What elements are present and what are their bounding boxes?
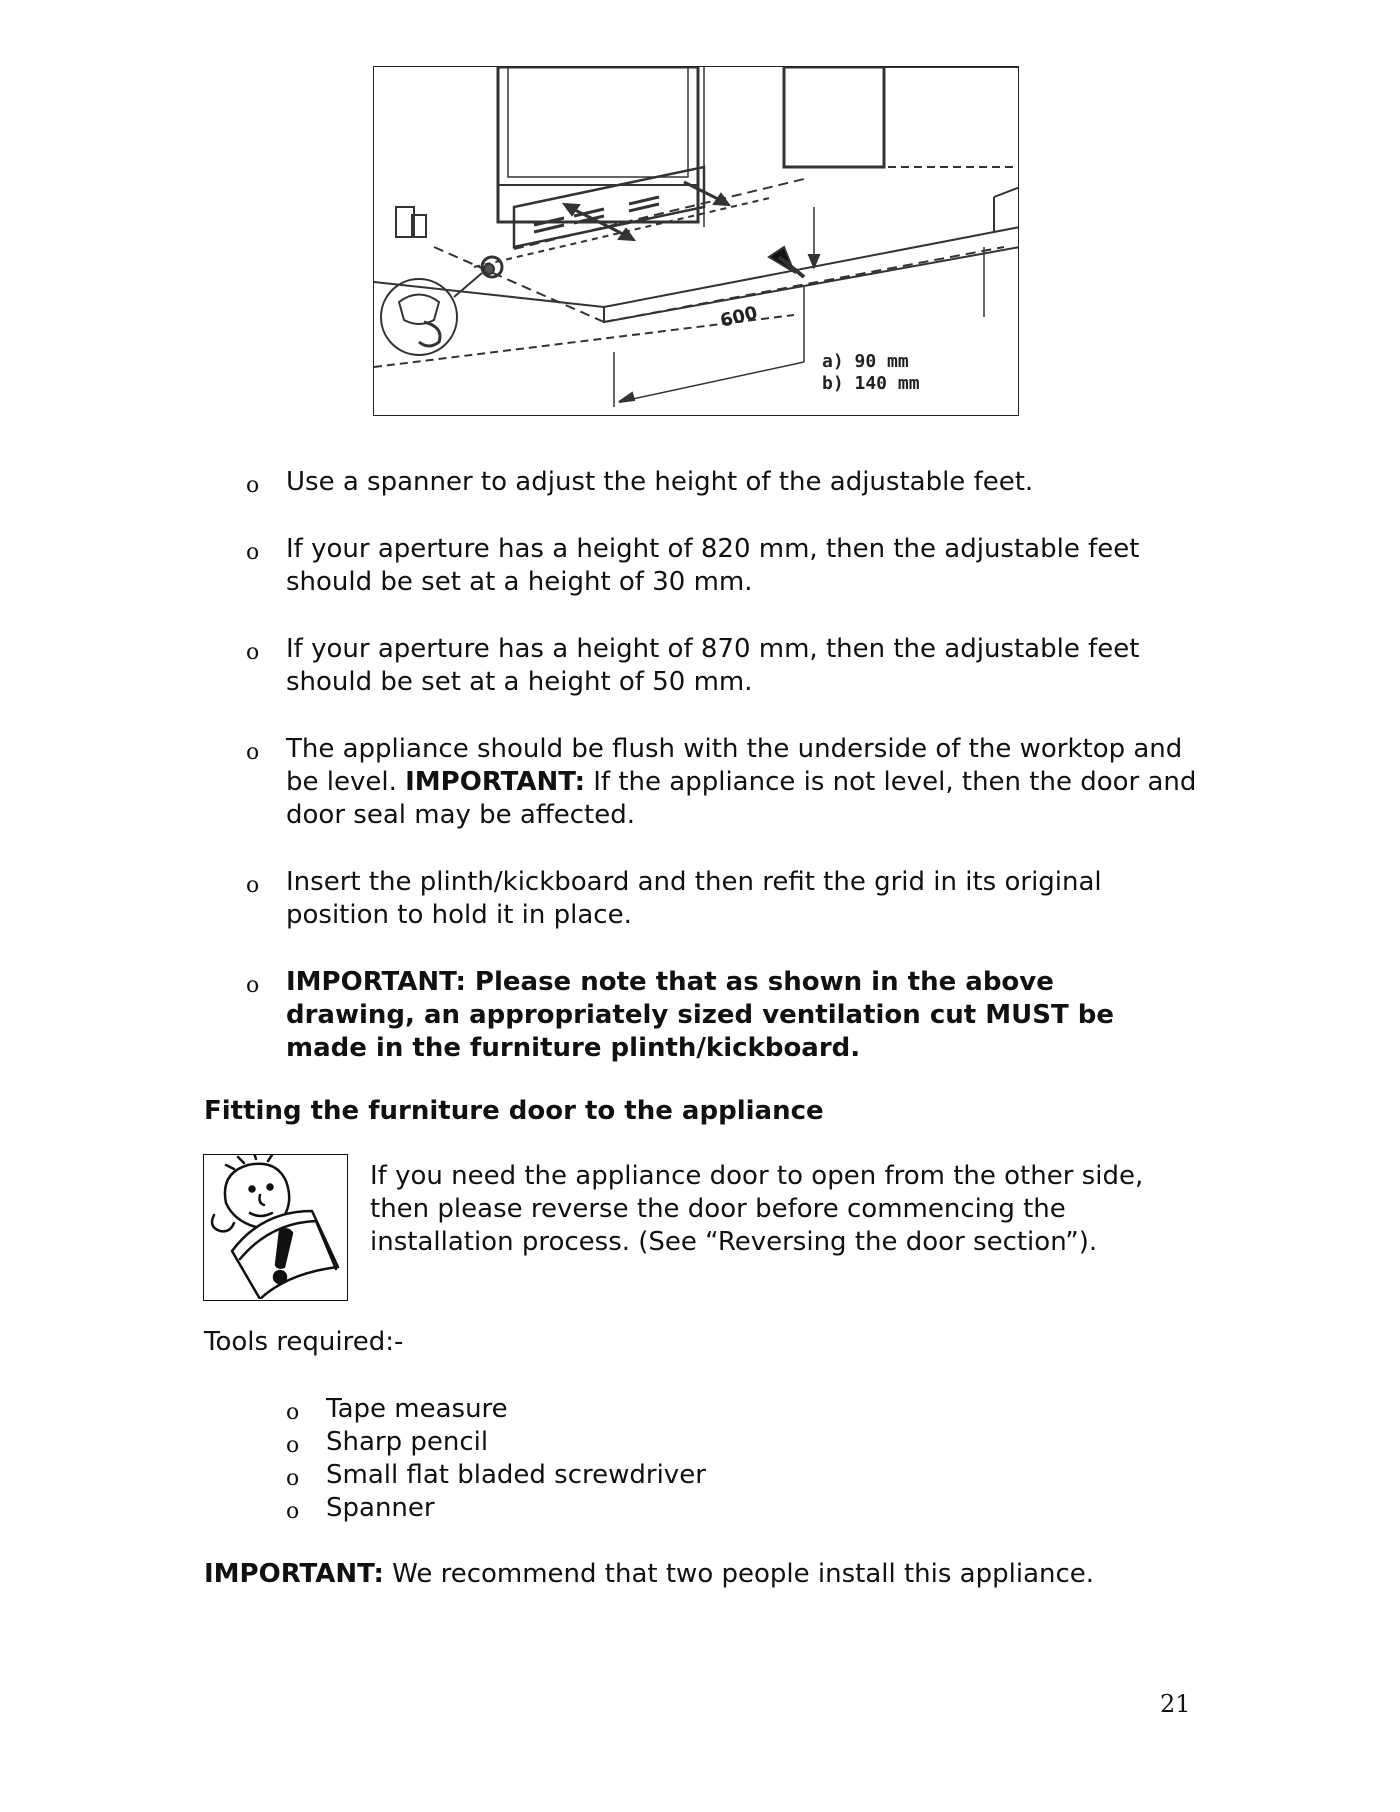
- bullet-marker: o: [246, 540, 260, 565]
- bullet-text: [286, 733, 1206, 832]
- important-label: IMPORTANT:: [204, 1559, 384, 1589]
- bullet-marker: o: [286, 1400, 300, 1425]
- tool-text: Sharp pencil: [326, 1427, 489, 1457]
- dimension-width-label: 600: [718, 302, 760, 332]
- bullet-marker: o: [246, 973, 260, 998]
- section-heading: Fitting the furniture door to the appliance: [204, 1096, 824, 1126]
- bullet-marker: o: [246, 873, 260, 898]
- bullet-marker: o: [286, 1466, 300, 1491]
- dimension-a-label: a) 90 mm: [822, 351, 909, 372]
- installation-diagram: [373, 66, 1019, 416]
- tool-text: Tape measure: [326, 1394, 508, 1424]
- note-text: If you need the appliance door to open from the other side, then please reverse the door before commencing the installation process. (See “Reversing the door section”).: [370, 1161, 1144, 1257]
- bullet-text-important: IMPORTANT: Please note that as shown in the above drawing, an appropriately sized ventilation cut MUST be made in the furniture plinth/kickboard.: [286, 967, 1115, 1063]
- dimension-b-label: b) 140 mm: [822, 373, 920, 394]
- bullet-text: If your aperture has a height of 820 mm, then the adjustable feet should be set at a height of 30 mm.: [286, 534, 1140, 597]
- footer-note: [204, 1558, 1094, 1591]
- page-number: 21: [1160, 1690, 1191, 1718]
- bullet-text-before: The appliance should be flush with the underside of the worktop and be level.: [286, 734, 1183, 797]
- caution-cartoon-icon: [203, 1154, 348, 1301]
- tool-text: Spanner: [326, 1493, 435, 1523]
- footer-note-text: We recommend that two people install this appliance.: [392, 1559, 1095, 1589]
- bullet-text: Insert the plinth/kickboard and then refit the grid in its original position to hold it in place.: [286, 867, 1102, 930]
- important-label: IMPORTANT:: [405, 767, 585, 797]
- bullet-text-after: If the appliance is not level, then the door and door seal may be affected.: [286, 767, 1197, 830]
- bullet-marker: o: [246, 740, 260, 765]
- bullet-marker: o: [286, 1433, 300, 1458]
- bullet-marker: o: [286, 1499, 300, 1524]
- tool-text: Small flat bladed screwdriver: [326, 1460, 706, 1490]
- tools-label: Tools required:-: [204, 1327, 404, 1357]
- bullet-text: Use a spanner to adjust the height of the adjustable feet.: [286, 467, 1034, 497]
- bullet-marker: o: [246, 473, 260, 498]
- bullet-text: If your aperture has a height of 870 mm, then the adjustable feet should be set at a height of 50 mm.: [286, 634, 1140, 697]
- bullet-marker: o: [246, 640, 260, 665]
